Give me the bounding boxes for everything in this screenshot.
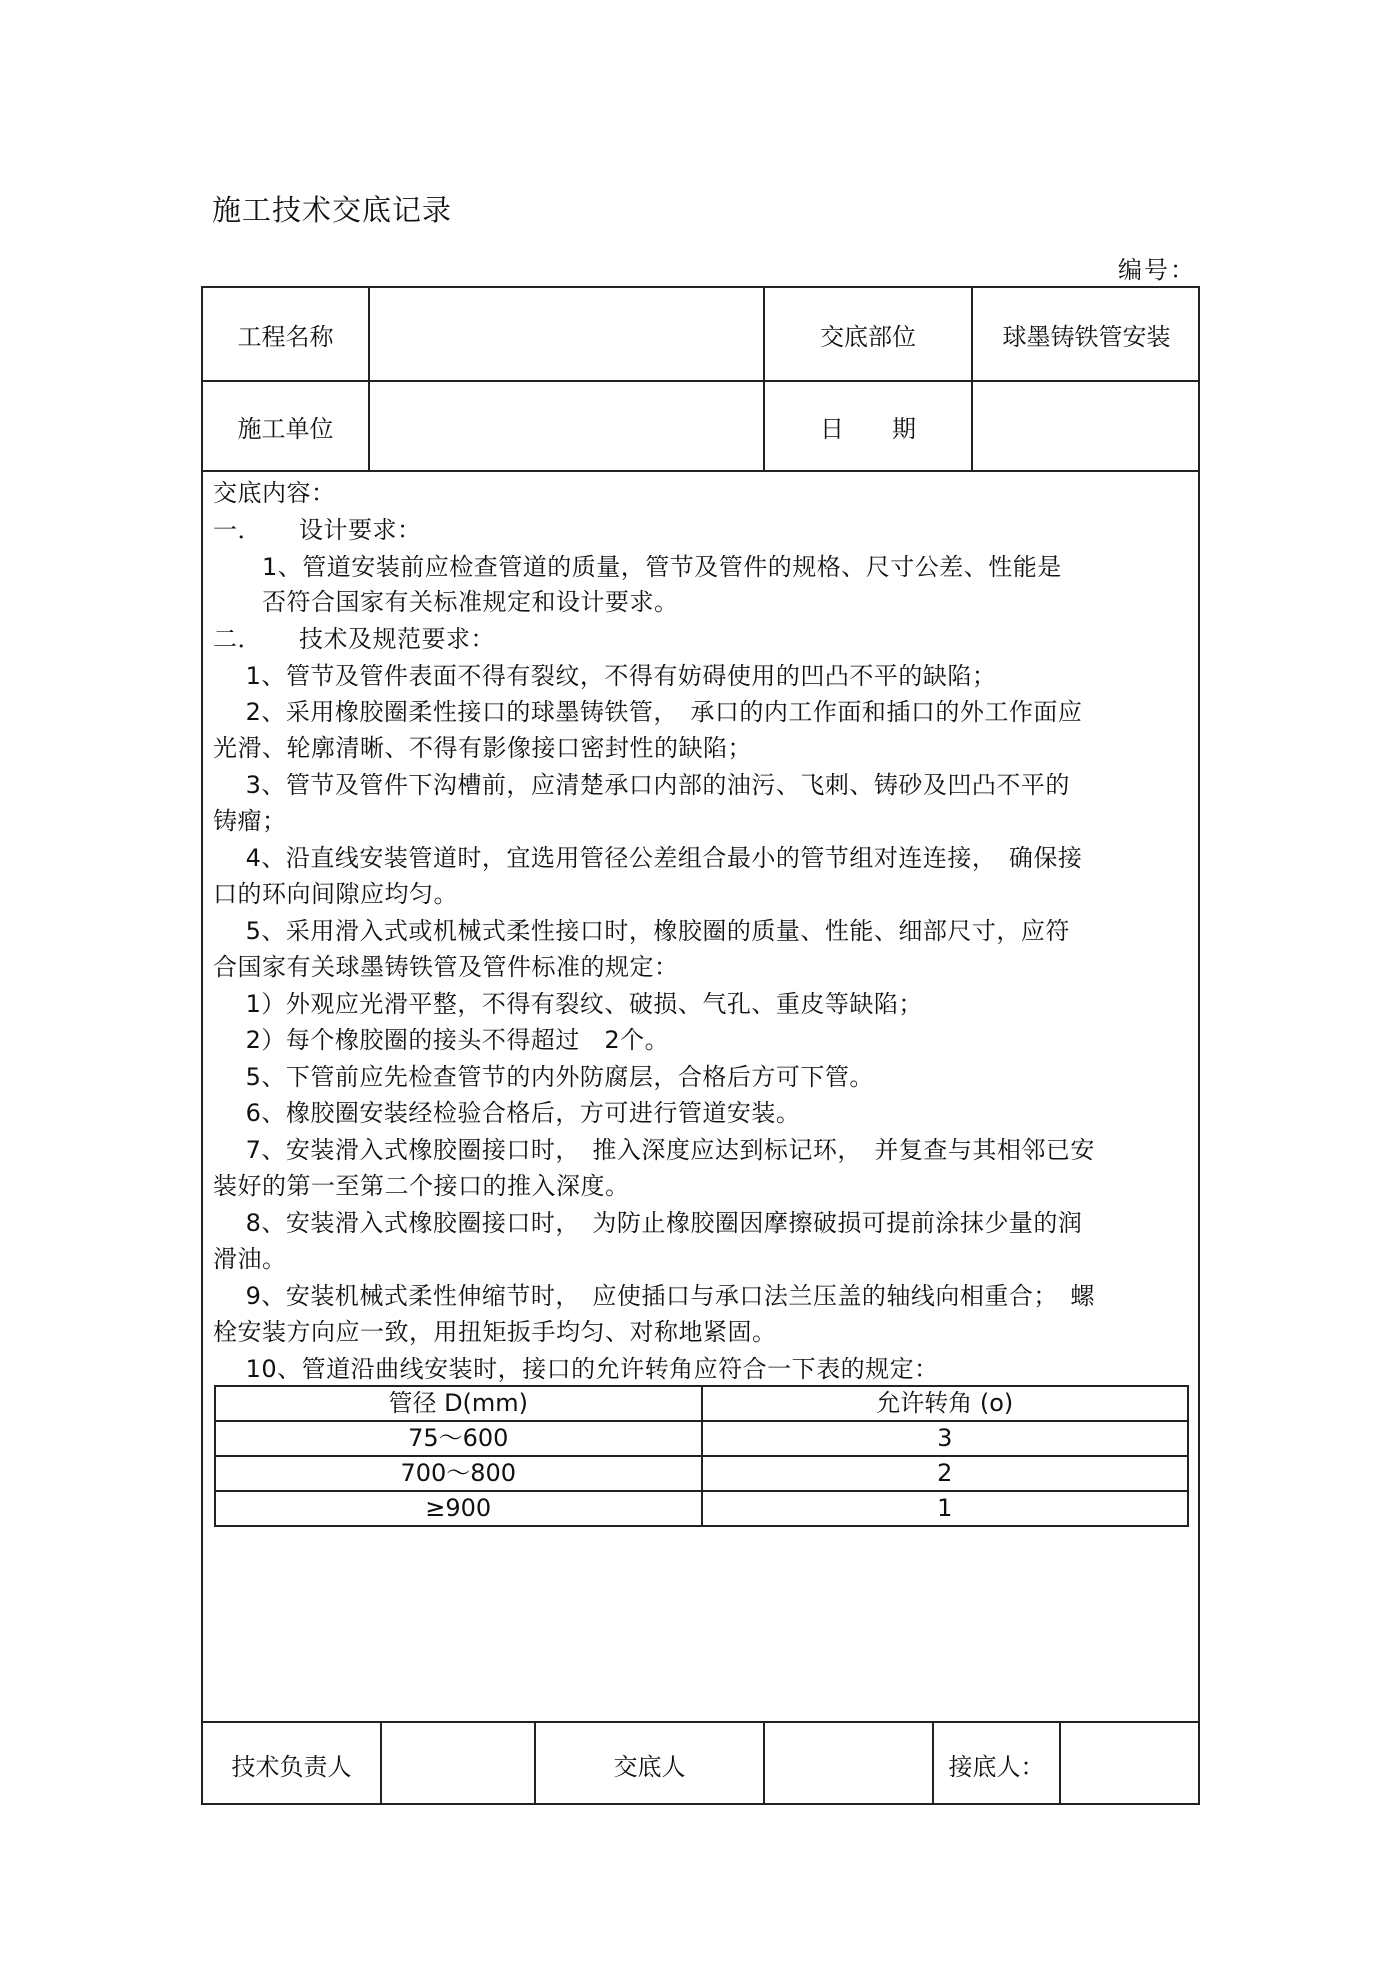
- date-value[interactable]: [973, 382, 1200, 470]
- divider: [203, 470, 1198, 472]
- content-line: 滑油。: [213, 1245, 287, 1273]
- diameter-cell: ≥900: [215, 1491, 702, 1526]
- column-header-diameter: 管径 D(mm): [215, 1386, 702, 1421]
- disclosure-part-value[interactable]: 球墨铸铁管安装: [1002, 322, 1171, 351]
- content-line: 光滑、轮廓清晰、不得有影像接口密封性的缺陷；: [213, 734, 752, 762]
- content-line: 1）外观应光滑平整，不得有裂纹、破损、气孔、重皮等缺陷；: [213, 990, 923, 1018]
- discloser-signature[interactable]: [765, 1723, 932, 1805]
- content-line: 1、管节及管件表面不得有裂纹，不得有妨碍使用的凹凸不平的缺陷；: [213, 662, 997, 690]
- content-line: 5、下管前应先检查管节的内外防腐层，合格后方可下管。: [213, 1063, 874, 1091]
- construction-unit-label: 施工单位: [237, 414, 334, 443]
- angle-cell: 3: [702, 1421, 1189, 1456]
- content-line: 9、安装机械式柔性伸缩节时， 应使插口与承口法兰压盖的轴线向相重合； 螺: [213, 1282, 1095, 1310]
- document-title: 施工技术交底记录: [212, 193, 453, 227]
- content-line: 10、管道沿曲线安装时，接口的允许转角应符合一下表的规定：: [213, 1355, 939, 1383]
- content-line: 4、沿直线安装管道时，宜选用管径公差组合最小的管节组对连连接， 确保接: [213, 844, 1083, 872]
- table-header-row: [215, 1386, 1188, 1421]
- angle-cell: 2: [702, 1456, 1189, 1491]
- document-number-label: 编号：: [1118, 256, 1196, 284]
- discloser-label: 交底人: [613, 1752, 686, 1781]
- content-line: 栓安装方向应一致，用扭矩扳手均匀、对称地紧固。: [213, 1318, 777, 1346]
- content-heading: 交底内容：: [213, 479, 336, 507]
- table-row: [215, 1421, 1188, 1456]
- content-line: 8、安装滑入式橡胶圈接口时， 为防止橡胶圈因摩擦破损可提前涂抹少量的润: [213, 1209, 1083, 1237]
- content-line: 1、管道安装前应检查管道的质量，管节及管件的规格、尺寸公差、性能是: [213, 553, 1062, 581]
- allowed-angle-table: [214, 1385, 1189, 1527]
- receiver-label: 接底人：: [948, 1752, 1045, 1781]
- content-line: 合国家有关球墨铸铁管及管件标准的规定：: [213, 953, 679, 981]
- content-line: 7、安装滑入式橡胶圈接口时， 推入深度应达到标记环， 并复查与其相邻已安: [213, 1136, 1095, 1164]
- table-row: [215, 1456, 1188, 1491]
- angle-cell: 1: [702, 1491, 1189, 1526]
- construction-unit-value[interactable]: [370, 382, 763, 470]
- diameter-cell: 75～600: [215, 1421, 702, 1456]
- section-heading: 一． 设计要求：: [213, 516, 422, 544]
- content-line: 5、采用滑入式或机械式柔性接口时，橡胶圈的质量、性能、细部尺寸，应符: [213, 917, 1070, 945]
- project-name-label: 工程名称: [237, 322, 334, 351]
- disclosure-part-label: 交底部位: [820, 322, 916, 351]
- project-name-value[interactable]: [370, 288, 763, 380]
- date-label: 日 期: [820, 414, 916, 443]
- content-line: 否符合国家有关标准规定和设计要求。: [213, 588, 679, 616]
- record-form: [201, 286, 1200, 1805]
- content-line: 铸瘤；: [213, 807, 287, 835]
- content-line: 2、采用橡胶圈柔性接口的球墨铸铁管， 承口的内工作面和插口的外工作面应: [213, 698, 1083, 726]
- receiver-signature[interactable]: [1061, 1723, 1200, 1805]
- content-line: 装好的第一至第二个接口的推入深度。: [213, 1172, 630, 1200]
- diameter-cell: 700～800: [215, 1456, 702, 1491]
- tech-lead-signature[interactable]: [382, 1723, 534, 1805]
- content-line: 口的环向间隙应均匀。: [213, 880, 458, 908]
- table-row: [215, 1491, 1188, 1526]
- content-line: 2）每个橡胶圈的接头不得超过 2个。: [213, 1026, 670, 1054]
- column-header-angle: 允许转角 (o): [702, 1386, 1189, 1421]
- section-heading: 二． 技术及规范要求：: [213, 625, 495, 653]
- content-line: 6、橡胶圈安装经检验合格后，方可进行管道安装。: [213, 1099, 801, 1127]
- content-line: 3、管节及管件下沟槽前，应清楚承口内部的油污、飞刺、铸砂及凹凸不平的: [213, 771, 1070, 799]
- tech-lead-label: 技术负责人: [231, 1752, 352, 1781]
